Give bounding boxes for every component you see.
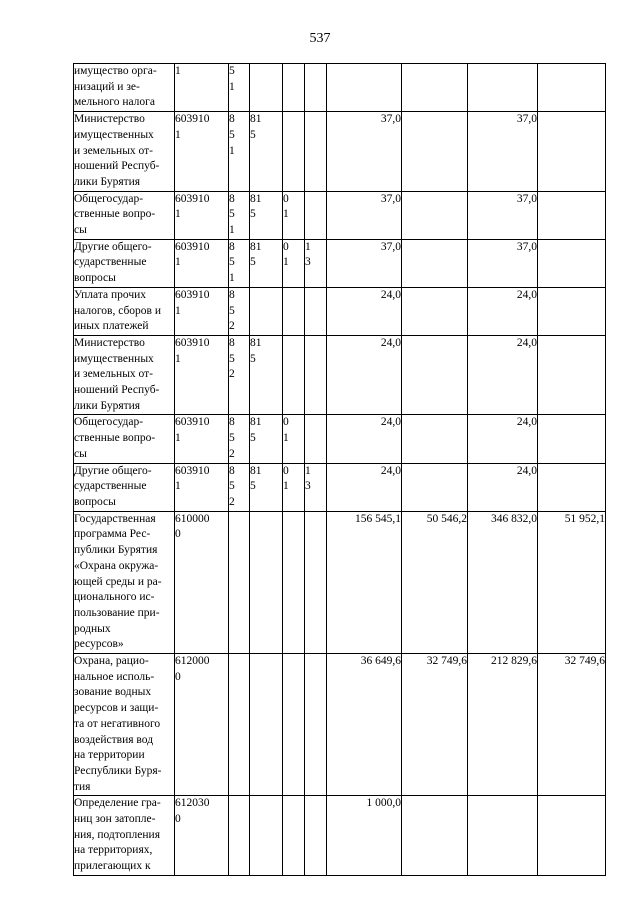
row-name-cell: Общегосудар- ственные вопро- сы	[74, 191, 175, 239]
row-name-cell: Уплата прочих налогов, сборов и иных платежей	[74, 287, 175, 335]
row-chapter-cell	[283, 654, 305, 796]
row-chapter-cell	[283, 64, 305, 112]
row-value-1-cell: 1 000,0	[327, 796, 402, 876]
row-ministry-cell: 81 5	[250, 335, 283, 415]
row-name-cell: Охрана, рацио- нальное исполь- зование водных ресурсов и защи- та от негативного воздействия вод на территории Республики Буря- тия	[74, 654, 175, 796]
table-row	[74, 654, 606, 796]
row-code-cell: 603910 1	[175, 415, 229, 463]
row-value-1-cell: 24,0	[327, 335, 402, 415]
row-subchapter-cell: 1 3	[305, 463, 327, 511]
row-value-2-cell	[402, 287, 468, 335]
table-row	[74, 287, 606, 335]
row-ministry-cell: 81 5	[250, 239, 283, 287]
row-value-2-cell	[402, 415, 468, 463]
row-chapter-cell	[283, 335, 305, 415]
row-ministry-cell	[250, 64, 283, 112]
row-value-1-cell: 37,0	[327, 112, 402, 192]
table-row	[74, 191, 606, 239]
row-section-cell	[229, 796, 250, 876]
row-ministry-cell	[250, 511, 283, 653]
table-body	[74, 64, 606, 876]
row-value-2-cell	[402, 463, 468, 511]
row-code-cell: 603910 1	[175, 335, 229, 415]
row-value-1-cell: 37,0	[327, 239, 402, 287]
row-section-cell: 8 5 1	[229, 191, 250, 239]
row-section-cell: 5 1	[229, 64, 250, 112]
row-chapter-cell	[283, 511, 305, 653]
row-value-4-cell	[538, 239, 606, 287]
row-section-cell: 8 5 2	[229, 335, 250, 415]
row-value-2-cell	[402, 112, 468, 192]
row-chapter-cell	[283, 796, 305, 876]
table-row	[74, 239, 606, 287]
row-subchapter-cell	[305, 654, 327, 796]
row-section-cell: 8 5 2	[229, 463, 250, 511]
row-subchapter-cell	[305, 335, 327, 415]
table-row	[74, 64, 606, 112]
row-value-1-cell: 156 545,1	[327, 511, 402, 653]
row-value-1-cell: 24,0	[327, 287, 402, 335]
row-name-cell: Министерство имущественных и земельных от- ношений Респуб- лики Бурятия	[74, 112, 175, 192]
row-subchapter-cell	[305, 64, 327, 112]
row-subchapter-cell: 1 3	[305, 239, 327, 287]
row-value-2-cell	[402, 191, 468, 239]
row-value-3-cell: 24,0	[468, 415, 538, 463]
row-subchapter-cell	[305, 796, 327, 876]
row-value-1-cell: 24,0	[327, 463, 402, 511]
row-code-cell: 603910 1	[175, 112, 229, 192]
row-code-cell: 603910 1	[175, 463, 229, 511]
row-value-2-cell	[402, 335, 468, 415]
row-value-3-cell: 24,0	[468, 335, 538, 415]
row-ministry-cell: 81 5	[250, 415, 283, 463]
row-chapter-cell: 0 1	[283, 463, 305, 511]
row-value-4-cell	[538, 112, 606, 192]
row-name-cell: Другие общего- сударственные вопросы	[74, 463, 175, 511]
row-value-4-cell	[538, 335, 606, 415]
row-section-cell: 8 5 2	[229, 415, 250, 463]
row-code-cell: 603910 1	[175, 287, 229, 335]
page-number: 537	[309, 31, 331, 46]
row-value-3-cell: 37,0	[468, 112, 538, 192]
row-ministry-cell: 81 5	[250, 463, 283, 511]
row-name-cell: Общегосудар- ственные вопро- сы	[74, 415, 175, 463]
row-name-cell: Другие общего- сударственные вопросы	[74, 239, 175, 287]
row-value-3-cell: 212 829,6	[468, 654, 538, 796]
row-ministry-cell: 81 5	[250, 191, 283, 239]
row-value-4-cell: 32 749,6	[538, 654, 606, 796]
row-section-cell: 8 5 1	[229, 112, 250, 192]
row-code-cell: 603910 1	[175, 239, 229, 287]
row-code-cell: 610000 0	[175, 511, 229, 653]
row-subchapter-cell	[305, 112, 327, 192]
row-value-4-cell	[538, 191, 606, 239]
row-chapter-cell: 0 1	[283, 239, 305, 287]
row-value-3-cell	[468, 64, 538, 112]
row-code-cell: 612030 0	[175, 796, 229, 876]
row-value-2-cell	[402, 239, 468, 287]
row-value-3-cell: 346 832,0	[468, 511, 538, 653]
row-value-4-cell	[538, 64, 606, 112]
row-name-cell: Государственная программа Рес- публики Бурятия «Охрана окружа- ющей среды и ра- ционального ис- пользование при- родных ресурсов»	[74, 511, 175, 653]
row-subchapter-cell	[305, 511, 327, 653]
row-value-2-cell	[402, 64, 468, 112]
row-value-4-cell	[538, 287, 606, 335]
table-row	[74, 511, 606, 653]
budget-table	[73, 63, 606, 876]
row-value-2-cell: 50 546,2	[402, 511, 468, 653]
row-value-1-cell: 24,0	[327, 415, 402, 463]
row-section-cell	[229, 511, 250, 653]
row-value-3-cell: 37,0	[468, 239, 538, 287]
row-subchapter-cell	[305, 415, 327, 463]
row-ministry-cell	[250, 654, 283, 796]
row-value-3-cell: 24,0	[468, 463, 538, 511]
row-value-1-cell	[327, 64, 402, 112]
table-row	[74, 463, 606, 511]
row-value-4-cell	[538, 796, 606, 876]
row-code-cell: 603910 1	[175, 191, 229, 239]
row-value-3-cell	[468, 796, 538, 876]
row-ministry-cell	[250, 796, 283, 876]
row-value-3-cell: 37,0	[468, 191, 538, 239]
row-chapter-cell: 0 1	[283, 415, 305, 463]
row-chapter-cell	[283, 112, 305, 192]
row-section-cell: 8 5 1	[229, 239, 250, 287]
row-value-4-cell	[538, 463, 606, 511]
row-code-cell: 612000 0	[175, 654, 229, 796]
row-value-2-cell: 32 749,6	[402, 654, 468, 796]
row-chapter-cell	[283, 287, 305, 335]
row-value-1-cell: 37,0	[327, 191, 402, 239]
row-ministry-cell	[250, 287, 283, 335]
row-value-4-cell: 51 952,1	[538, 511, 606, 653]
row-value-1-cell: 36 649,6	[327, 654, 402, 796]
table-row	[74, 112, 606, 192]
row-section-cell	[229, 654, 250, 796]
table-row	[74, 796, 606, 876]
row-value-4-cell	[538, 415, 606, 463]
row-section-cell: 8 5 2	[229, 287, 250, 335]
row-name-cell: имущество орга- низаций и зе- мельного налога	[74, 64, 175, 112]
table-row	[74, 335, 606, 415]
row-chapter-cell: 0 1	[283, 191, 305, 239]
row-name-cell: Министерство имущественных и земельных от- ношений Респуб- лики Бурятия	[74, 335, 175, 415]
row-subchapter-cell	[305, 287, 327, 335]
row-value-3-cell: 24,0	[468, 287, 538, 335]
row-value-2-cell	[402, 796, 468, 876]
row-name-cell: Определение гра- ниц зон затопле- ния, подтопления на территориях, прилегающих к	[74, 796, 175, 876]
row-subchapter-cell	[305, 191, 327, 239]
row-code-cell: 1	[175, 64, 229, 112]
row-ministry-cell: 81 5	[250, 112, 283, 192]
table-row	[74, 415, 606, 463]
